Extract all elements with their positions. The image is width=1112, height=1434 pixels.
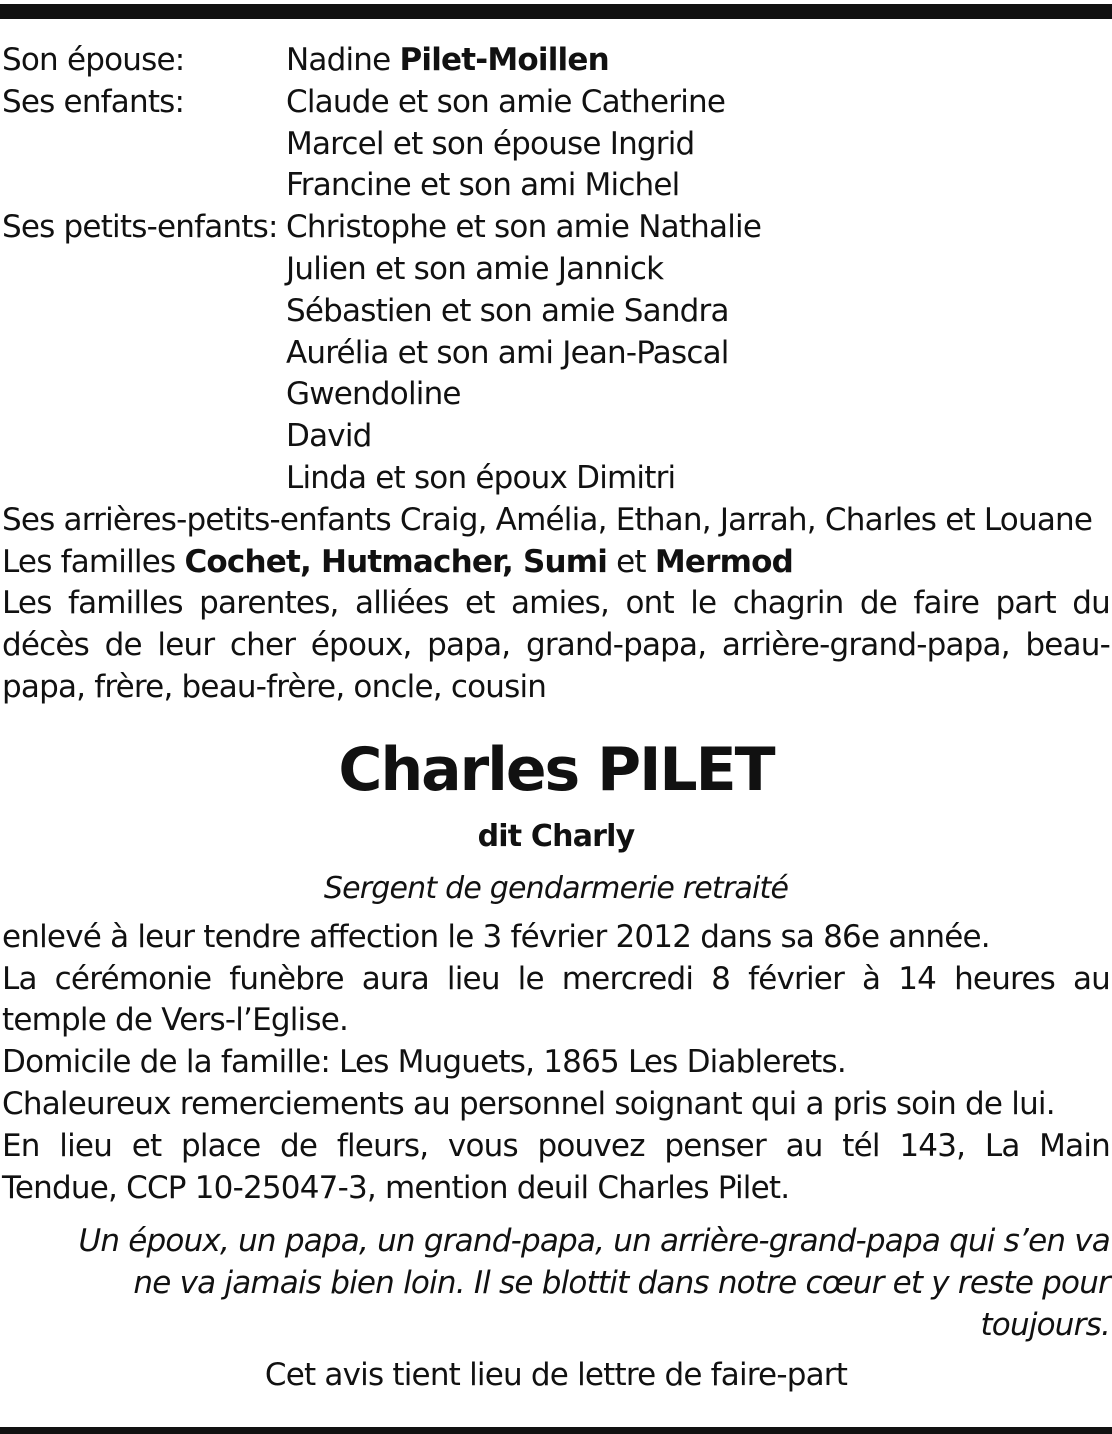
- families-et: et: [607, 543, 655, 580]
- thanks-line: Chaleureux remerciements au personnel soignant qui a pris soin de lui.: [2, 1085, 1055, 1122]
- family-label: Son épouse:: [2, 42, 185, 78]
- announcement-line: Les familles parentes, alliées et amies, ont le chagrin de faire part du: [2, 585, 1110, 622]
- family-entry: Christophe et son amie Nathalie: [286, 209, 762, 246]
- family-entry: Gwendoline: [286, 376, 461, 413]
- family-entry-text: Nadine: [286, 42, 400, 78]
- families-names-last: Mermod: [654, 543, 793, 580]
- deceased-name: Charles PILET: [338, 734, 774, 805]
- family-entry: Marcel et son épouse Ingrid: [286, 125, 695, 162]
- family-entry: Aurélia et son ami Jean-Pascal: [286, 334, 729, 371]
- family-label: Ses petits-enfants:: [2, 209, 278, 246]
- family-list: [2, 40, 1110, 500]
- announcement-line: papa, frère, beau-frère, oncle, cousin: [2, 668, 547, 705]
- footer-note: Cet avis tient lieu de lettre de faire-part: [264, 1356, 848, 1393]
- family-entry: Claude et son amie Catherine: [286, 83, 726, 120]
- family-label: Ses enfants:: [2, 83, 185, 120]
- notice-body: [2, 40, 1110, 1397]
- announcement-line: décès de leur cher époux, papa, grand-papa, arrière-grand-papa, beau-: [2, 627, 1110, 664]
- deceased-nickname: dit Charly: [477, 818, 635, 854]
- announcement: [2, 583, 1110, 708]
- details: [2, 917, 1110, 1210]
- deceased-rank: Sergent de gendarmerie retraité: [323, 870, 789, 906]
- family-entry: Julien et son amie Jannick: [286, 250, 664, 287]
- bottom-rule: [0, 1427, 1112, 1434]
- flowers-line: En lieu et place de fleurs, vous pouvez penser au tél 143, La Main: [2, 1127, 1110, 1164]
- flowers-line: Tendue, CCP 10-25047-3, mention deuil Charles Pilet.: [2, 1169, 790, 1206]
- passed-line: enlevé à leur tendre affection le 3 février 2012 dans sa 86e année.: [2, 918, 990, 955]
- family-entry: [286, 40, 1110, 82]
- family-spouse: [2, 40, 1110, 82]
- family-entry: Linda et son époux Dimitri: [286, 459, 676, 496]
- great-grandchildren: Ses arrières-petits-enfants Craig, Amélia, Ethan, Jarrah, Charles et Louane: [2, 501, 1093, 538]
- spouse-surname: Pilet-Moillen: [399, 42, 609, 78]
- family-entry: Francine et son ami Michel: [286, 167, 680, 204]
- quote-line: ne va jamais bien loin. Il se blottit dans notre cœur et y reste pour: [133, 1265, 1110, 1302]
- family-entry: Sébastien et son amie Sandra: [286, 292, 729, 329]
- families-prefix: Les familles: [2, 543, 185, 580]
- families-names: Cochet, Hutmacher, Sumi: [184, 543, 608, 580]
- families-line: [2, 542, 1110, 584]
- family-grandchildren: [2, 207, 1110, 500]
- domicile-line: Domicile de la famille: Les Muguets, 1865 Les Diablerets.: [2, 1044, 846, 1081]
- ceremony-line: La cérémonie funèbre aura lieu le mercredi 8 février à 14 heures au: [2, 960, 1110, 997]
- quote-line: toujours.: [980, 1306, 1110, 1343]
- ceremony-line: temple de Vers-l’Eglise.: [2, 1002, 349, 1039]
- top-rule: [0, 4, 1112, 19]
- family-children: [2, 82, 1110, 207]
- quote-line: Un époux, un papa, un grand-papa, un arrière-grand-papa qui s’en va: [78, 1223, 1110, 1260]
- family-entry: David: [286, 418, 372, 455]
- memorial-quote: [2, 1221, 1110, 1346]
